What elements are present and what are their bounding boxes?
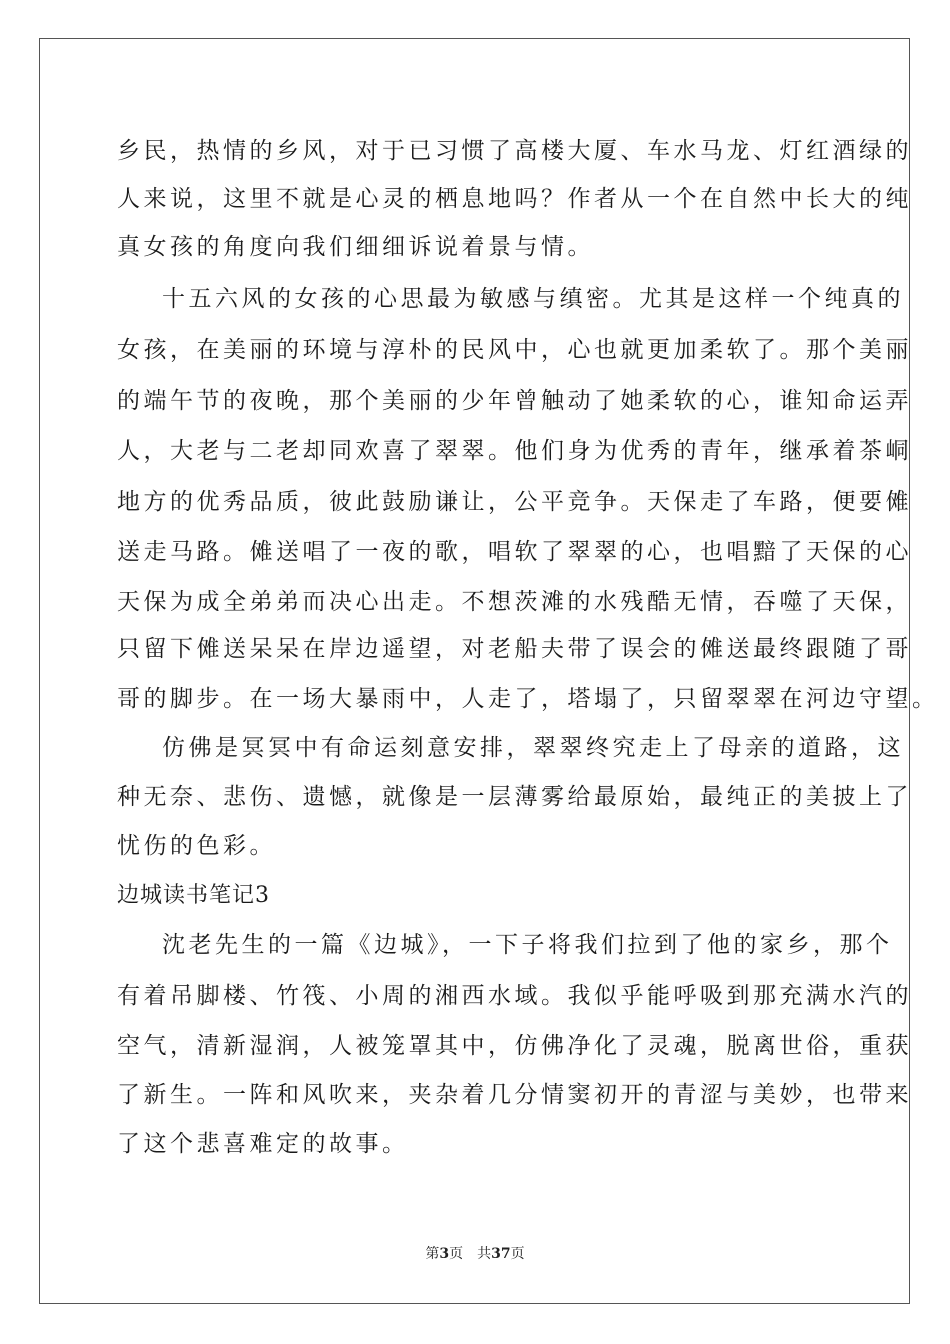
text-line: 空气，清新湿润，人被笼罩其中，仿佛净化了灵魂，脱离世俗，重获 (117, 1033, 912, 1059)
footer-mid: 页 共 (449, 1246, 492, 1262)
section-heading: 边城读书笔记3 (117, 883, 270, 908)
text-line: 哥的脚步。在一场大暴雨中，人走了，塔塌了，只留翠翠在河边守望。 (117, 686, 939, 712)
text-line: 人来说，这里不就是心灵的栖息地吗？作者从一个在自然中长大的纯 (117, 186, 912, 212)
text-line: 十五六风的女孩的心思最为敏感与缜密。尤其是这样一个纯真的 (162, 286, 904, 312)
text-line: 忧伤的色彩。 (117, 833, 276, 859)
text-line: 人，大老与二老却同欢喜了翠翠。他们身为优秀的青年，继承着茶峒 (117, 438, 912, 464)
text-line: 女孩，在美丽的环境与淳朴的民风中，心也就更加柔软了。那个美丽 (117, 337, 912, 363)
text-line: 真女孩的角度向我们细细诉说着景与情。 (117, 234, 594, 260)
text-line: 仿佛是冥冥中有命运刻意安排，翠翠终究走上了母亲的道路，这 (162, 735, 904, 761)
text-line: 有着吊脚楼、竹筏、小周的湘西水域。我似乎能呼吸到那充满水汽的 (117, 983, 912, 1009)
text-line: 乡民，热情的乡风，对于已习惯了高楼大厦、车水马龙、灯红酒绿的 (117, 138, 912, 164)
text-line: 地方的优秀品质，彼此鼓励谦让，公平竞争。天保走了车路，便要傩 (117, 489, 912, 515)
text-line: 种无奈、悲伤、遗憾，就像是一层薄雾给最原始，最纯正的美披上了 (117, 784, 912, 810)
page-border (39, 38, 939, 1304)
text-line: 天保为成全弟弟而决心出走。不想茨滩的水残酷无情，吞噬了天保， (117, 589, 912, 615)
text-line: 只留下傩送呆呆在岸边遥望，对老船夫带了误会的傩送最终跟随了哥 (117, 636, 912, 662)
footer-prefix: 第 (425, 1246, 440, 1262)
footer-suffix: 页 (510, 1246, 525, 1262)
text-line: 沈老先生的一篇《边城》，一下子将我们拉到了他的家乡，那个 (162, 932, 893, 958)
current-page-number: 3 (439, 1246, 450, 1262)
text-line: 了新生。一阵和风吹来，夹杂着几分情窦初开的青涩与美妙，也带来 (117, 1082, 912, 1108)
page-footer (0, 1245, 950, 1263)
total-page-number: 37 (491, 1246, 511, 1262)
text-line: 的端午节的夜晚，那个美丽的少年曾触动了她柔软的心，谁知命运弄 (117, 388, 912, 414)
text-line: 了这个悲喜难定的故事。 (117, 1131, 409, 1157)
text-line: 送走马路。傩送唱了一夜的歌，唱软了翠翠的心，也唱黯了天保的心 (117, 539, 912, 565)
